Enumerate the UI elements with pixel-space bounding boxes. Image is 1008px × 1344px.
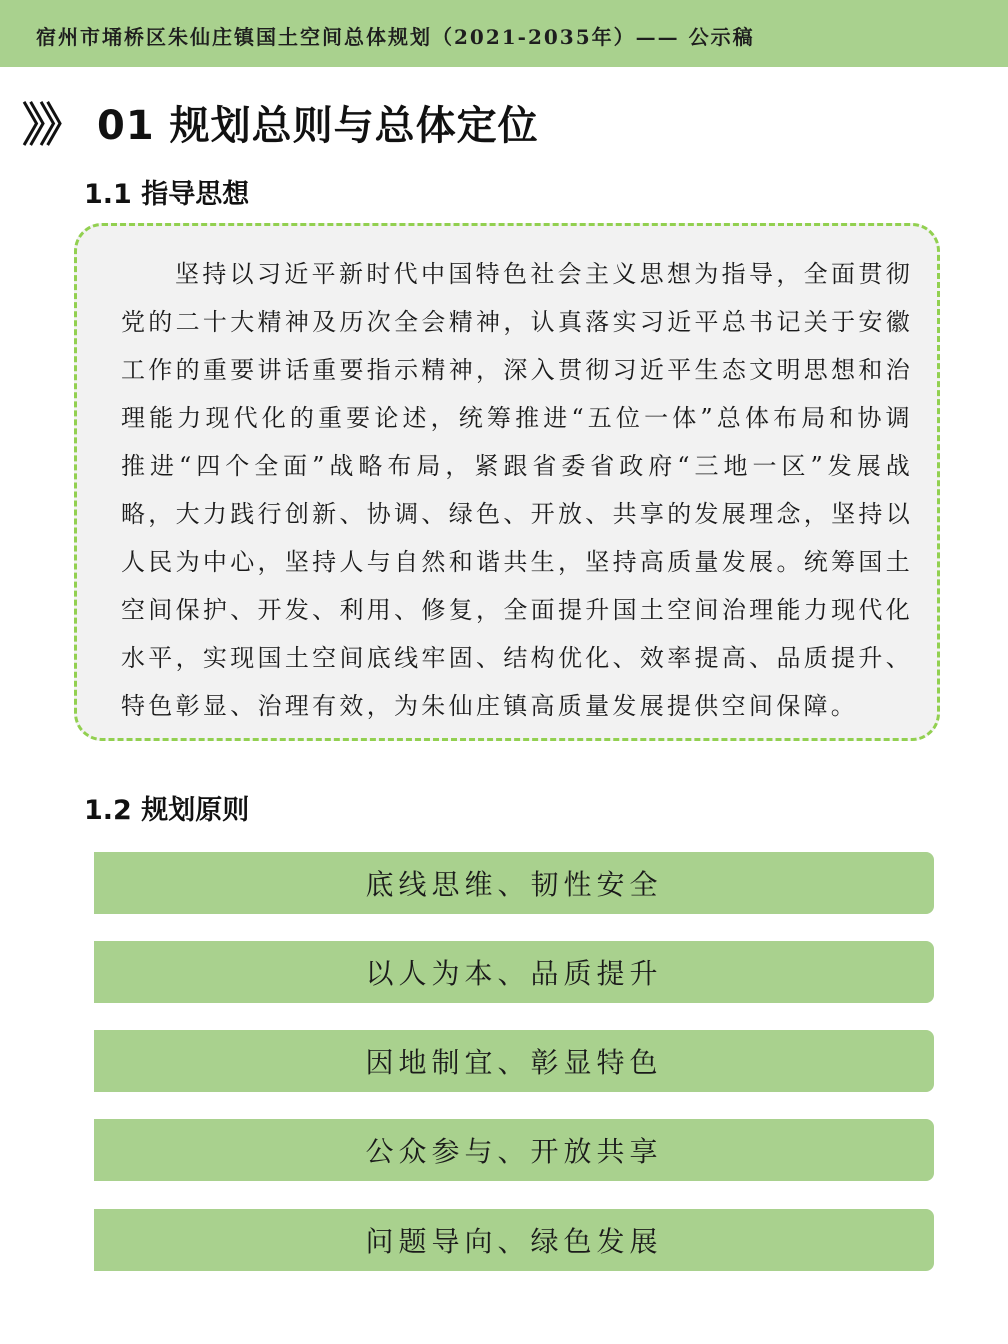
- principle-item: 底线思维、韧性安全: [94, 852, 934, 914]
- chapter-heading: [22, 92, 539, 152]
- document-title: 宿州市埇桥区朱仙庄镇国土空间总体规划（2021-2035年）—— 公示稿: [36, 25, 755, 49]
- principle-item: 以人为本、品质提升: [94, 941, 934, 1003]
- section-title-guiding-ideology: 1.1 指导思想: [84, 179, 250, 210]
- guiding-ideology-box: [74, 223, 940, 741]
- principle-item: 问题导向、绿色发展: [94, 1209, 934, 1271]
- principle-item: 因地制宜、彰显特色: [94, 1030, 934, 1092]
- double-chevron-icon: 》》: [22, 98, 79, 152]
- guiding-ideology-text: 坚持以习近平新时代中国特色社会主义思想为指导，全面贯彻党的二十大精神及历次全会精神，认真落实习近平总书记关于安徽工作的重要讲话重要指示精神，深入贯彻习近平生态文明思想和治理能力现代化的重要论述，统筹推进“五位一体”总体布局和协调推进“四个全面”战略布局，紧跟省委省政府“三地一区”发展战略，大力践行创新、协调、绿色、开放、共享的发展理念，坚持以人民为中心，坚持人与自然和谐共生，坚持高质量发展。统筹国土空间保护、开发、利用、修复，全面提升国土空间治理能力现代化水平，实现国土空间底线牢固、结构优化、效率提高、品质提升、特色彰显、治理有效，为朱仙庄镇高质量发展提供空间保障。: [121, 260, 913, 720]
- principle-item: 公众参与、开放共享: [94, 1119, 934, 1181]
- header-bar: [0, 0, 1008, 67]
- section-title-planning-principles: 1.2 规划原则: [84, 795, 250, 826]
- chapter-title: 01 规划总则与总体定位: [97, 102, 539, 149]
